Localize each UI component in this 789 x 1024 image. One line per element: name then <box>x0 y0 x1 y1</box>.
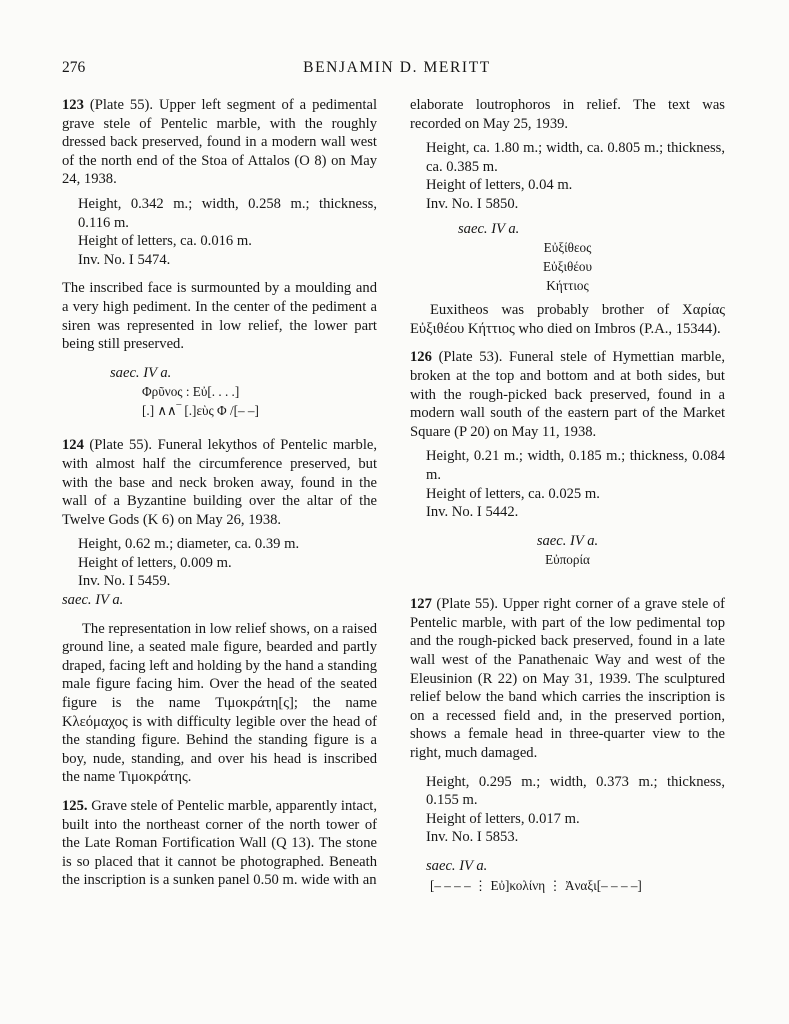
entry-123-description: 123 (Plate 55). Upper left segment of a pedimental grave stele of Pentelic marble, with the roughly dressed back preserved, found in a modern wall west of the north end of the Stoa of Attalos (O 8) on May 24, 1938. <box>62 97 377 188</box>
entry-125-letter-height: Height of letters, 0.04 m. <box>426 177 573 194</box>
entry-127-inventory: Inv. No. I 5853. <box>426 829 519 846</box>
entry-126-dimensions: Height, 0.21 m.; width, 0.185 m.; thickness, 0.084 m. <box>426 448 725 483</box>
left-column <box>62 96 377 890</box>
entry-125-inscription-line-3: Κήττιος <box>546 278 589 294</box>
entry-125-inscription-line-1: Εὐξίθεος <box>543 240 592 256</box>
entry-number: 124 <box>62 437 84 454</box>
entry-127-letter-height: Height of letters, 0.017 m. <box>426 810 580 827</box>
entry-123-inscription-line-2: [.] ∧∧‾ [.]εὺς Φ /[– –] <box>142 403 259 419</box>
entry-124-letter-height: Height of letters, 0.009 m. <box>78 554 232 571</box>
entry-123-date: saec. IV a. <box>110 364 172 381</box>
entry-125-date: saec. IV a. <box>458 220 520 237</box>
entry-123-dimensions: Height, 0.342 m.; width, 0.258 m.; thickness, 0.116 m. <box>78 195 377 231</box>
entry-126-date: saec. IV a. <box>536 532 599 549</box>
right-column <box>410 96 725 895</box>
entry-124-note: The representation in low relief shows, on a raised ground line, a seated male figure, bearded and partly draped, facing left and holding by the hand a standing male figure facing him. Over the head of the seated figure is the name Τιμοκράτη[ς]; the name Κλεόμαχος is with difficulty legible over the head of the standing figure. Behind the standing figure is a boy, nude, standing, and over his head is inscribed the name Τιμοκράτης. <box>62 620 377 786</box>
entry-127-date: saec. IV a. <box>426 858 488 874</box>
entry-123-inventory: Inv. No. I 5474. <box>78 251 171 268</box>
entry-126-inventory: Inv. No. I 5442. <box>426 504 519 521</box>
entry-number: 125. <box>62 798 88 814</box>
entry-127-description: 127 (Plate 55). Upper right corner of a grave stele of Pentelic marble, with part of the low pedimental top and the rough-picked back preserved, found in a late wall west of the Panathenaic Way and west of the Eleusinion (R 22) on May 31, 1939. The sculptured relief below the band which carries the inscription is on a recessed field and, in the preserved portion, shows a female head in three-quarter view to the right, much damaged. <box>410 596 725 762</box>
entry-125-inscription-line-2: Εὐξιθέου <box>543 259 592 275</box>
entry-124-description: 124 (Plate 55). Funeral lekythos of Pentelic marble, with almost half the circumference preserved, but with the base and neck broken away, found in the wall of a Byzantine building over the altar of the Twelve Gods (K 6) on May 26, 1938. <box>62 437 377 528</box>
entry-number: 127 <box>410 596 432 613</box>
page-number: 276 <box>62 59 86 76</box>
entry-number: 126 <box>410 349 432 366</box>
entry-126-inscription-line-1: Εὐπορία <box>545 552 590 568</box>
entry-124-inventory: Inv. No. I 5459. <box>78 573 171 590</box>
entry-127-inscription-line-1: [– – – – ⋮ Εὐ]κολίνη ⋮ Ἀναξι[– – – –] <box>430 877 642 893</box>
entry-125-inventory: Inv. No. I 5850. <box>426 195 519 212</box>
entry-125-dimensions: Height, ca. 1.80 m.; width, ca. 0.805 m.; thickness, ca. 0.385 m. <box>426 140 725 175</box>
entry-123-note: The inscribed face is surmounted by a moulding and a very high pediment. In the center of the pediment a siren was represented in low relief, the lower part being still preserved. <box>62 280 377 353</box>
entry-125-note: Euxitheos was probably brother of Χαρίας Εὐξιθέου Κήττιος who died on Imbros (P.A., 15344). <box>410 302 725 337</box>
entry-123-inscription-line-1: Φρῦνος : Εὐ[. . . .] <box>142 384 240 400</box>
entry-125-continuation: elaborate loutrophoros in relief. The text was recorded on May 25, 1939. <box>410 97 725 132</box>
entry-number: 123 <box>62 97 84 113</box>
entry-125-description: 125. Grave stele of Pentelic marble, apparently intact, built into the northeast corner of the north tower of the Late Roman Fortification Wall (Q 13). The stone is so placed that it cannot be photographed. Beneath the inscription is a sunken panel 0.50 m. wide with an <box>62 798 377 889</box>
entry-124-date: saec. IV a. <box>62 592 124 609</box>
entry-126-letter-height: Height of letters, ca. 0.025 m. <box>426 485 600 502</box>
running-author: BENJAMIN D. MERITT <box>303 59 491 76</box>
entry-124-dimensions: Height, 0.62 m.; diameter, ca. 0.39 m. <box>78 536 300 553</box>
entry-126-description: 126 (Plate 53). Funeral stele of Hymettian marble, broken at the top and bottom and at both sides, but with the rough-picked back preserved, found in a modern wall south of the eastern part of the Market Square (P 20) on May 11, 1938. <box>410 349 725 440</box>
running-header <box>62 59 732 81</box>
entry-123-letter-height: Height of letters, ca. 0.016 m. <box>78 233 252 250</box>
entry-127-dimensions: Height, 0.295 m.; width, 0.373 m.; thickness, 0.155 m. <box>426 773 725 809</box>
